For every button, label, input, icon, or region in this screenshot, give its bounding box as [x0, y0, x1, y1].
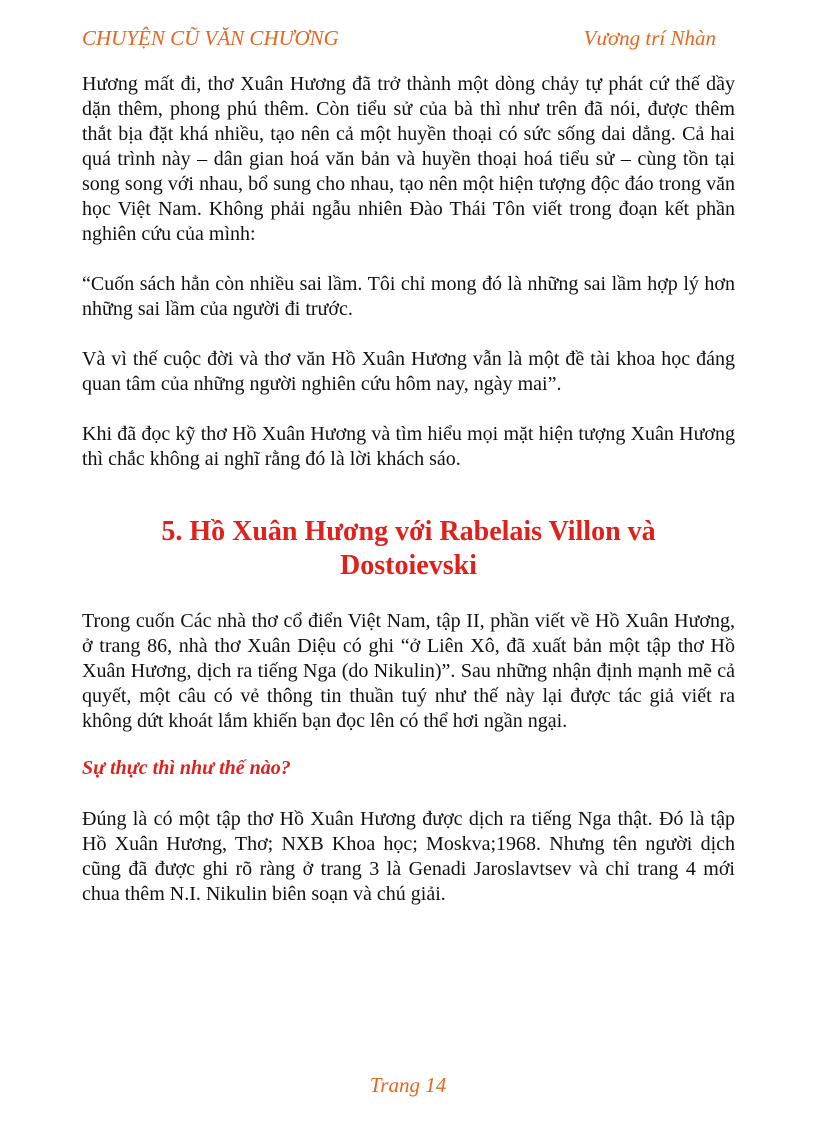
quote-paragraph: “Cuốn sách hẳn còn nhiều sai lầm. Tôi chỉ mong đó là những sai lầm hợp lý hơn những sai lầm của người đi trước. — [82, 273, 735, 320]
section-heading-line: 5. Hồ Xuân Hương với Rabelais Villon và — [161, 516, 656, 547]
author-name: Vương trí Nhàn — [583, 26, 716, 50]
quote-paragraph-continued: Và vì thế cuộc đời và thơ văn Hồ Xuân Hương vẫn là một đề tài khoa học đáng quan tâm của những người nghiên cứu hôm nay, ngày mai”. — [82, 348, 735, 395]
section-heading — [82, 515, 735, 583]
page-number: Trang 14 — [369, 1073, 447, 1097]
sub-heading: Sự thực thì như thế nào? — [82, 757, 291, 779]
page-content — [82, 72, 735, 907]
paragraph: Khi đã đọc kỹ thơ Hồ Xuân Hương và tìm hiểu mọi mặt hiện tượng Xuân Hương thì chắc không ai nghĩ rằng đó là lời khách sáo. — [82, 423, 735, 470]
section-intro: Trong cuốn Các nhà thơ cổ điển Việt Nam, tập II, phần viết về Hồ Xuân Hương, ở trang 86, nhà thơ Xuân Diệu có ghi “ở Liên Xô, đã xuất bản một tập thơ Hồ Xuân Hương, dịch ra tiếng Nga (do Nikulin)”. Sau những nhận định mạnh mẽ cả quyết, một câu có vẻ thông tin thuần tuý như thế này lại được tác giả viết ra không dứt khoát lắm khiến bạn đọc lên có thể hơi ngần ngại. — [82, 610, 735, 732]
section-heading-line: Dostoievski — [340, 550, 477, 581]
section-answer: Đúng là có một tập thơ Hồ Xuân Hương được dịch ra tiếng Nga thật. Đó là tập Hồ Xuân Hương, Thơ; NXB Khoa học; Moskva;1968. Nhưng tên người dịch cũng đã được ghi rõ ràng ở trang 3 là Genadi Jaroslavtsev và chỉ trang 4 mới chua thêm N.I. Nikulin biên soạn và chú giải. — [82, 808, 735, 905]
book-title: CHUYỆN CŨ VĂN CHƯƠNG — [82, 26, 339, 50]
paragraph: Hương mất đi, thơ Xuân Hương đã trở thành một dòng chảy tự phát cứ thế dầy dặn thêm, phong phú thêm. Còn tiểu sử của bà thì như trên đã nói, được thêm thắt bịa đặt khá nhiều, tạo nên cả một huyền thoại có sức sống dai dẳng. Cả hai quá trình này – dân gian hoá văn bản và huyền thoại hoá tiểu sử – cùng tồn tại song song với nhau, bổ sung cho nhau, tạo nên một hiện tượng độc đáo trong văn học Việt Nam. Không phải ngẫu nhiên Đào Thái Tôn viết trong đoạn kết phần nghiên cứu của mình: — [82, 73, 735, 245]
page-header — [82, 26, 718, 54]
